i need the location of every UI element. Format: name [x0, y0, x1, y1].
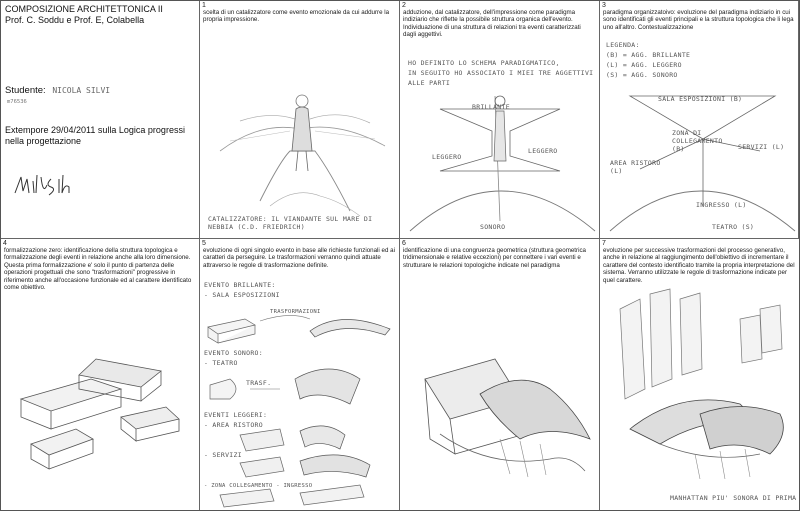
student-line — [5, 85, 110, 96]
manhattan-sketch — [600, 239, 799, 510]
label-leggero-right: LEGGERO — [528, 147, 558, 155]
geometry-sketch — [400, 239, 600, 510]
panel-1 — [200, 1, 400, 239]
panel-number: 6 — [402, 240, 406, 247]
legend-title: LEGENDA: — [606, 41, 640, 49]
panel-text: evoluzione per successive trasformazioni del processo generativo, anche in relazione al raggiungimento dell'obiettivo di incrementare il carattere del contesto identificato tramite la propria interpretazione del sistema. Verranno utilizzate le regole di trasformazione indicate per quel carattere. — [603, 247, 795, 284]
student-name: NICOLA SILVI — [52, 86, 111, 95]
header-cell — [1, 1, 200, 239]
legend-l: (L) = AGG. LEGGERO — [606, 61, 682, 69]
label-servizi: SERVIZI (L) — [738, 143, 785, 151]
event-leggeri: EVENTI LEGGERI: — [204, 411, 268, 419]
sketch-caption: MANHATTAN PIU' SONORA DI PRIMA — [670, 494, 797, 502]
event-collegamento: - ZONA COLLEGAMENTO - INGRESSO — [204, 483, 313, 489]
wanderer-sketch — [200, 1, 400, 239]
extempore-title: Extempore 29/04/2011 sulla Logica progressi nella progettazione — [5, 125, 185, 146]
legend-b: (B) = AGG. BRILLANTE — [606, 51, 691, 59]
sketch-note: ALLE PARTI — [408, 79, 451, 87]
event-sonoro: EVENTO SONORO: — [204, 349, 263, 357]
label-brillante: BRILLANTE — [472, 103, 510, 111]
panel-number: 3 — [602, 2, 606, 9]
student-label: Studente: — [5, 85, 46, 96]
panel-number: 5 — [202, 240, 206, 247]
course-title: COMPOSIZIONE ARCHITETTONICA II — [5, 4, 163, 14]
trasformazioni-label: TRASFORMAZIONI — [270, 309, 321, 315]
sketch-note: HO DEFINITO LO SCHEMA PARADIGMATICO, — [408, 59, 560, 67]
label-zona: ZONA DI COLLEGAMENTO (B) — [672, 129, 723, 153]
panel-number: 7 — [602, 240, 606, 247]
label-teatro: TEATRO (S) — [712, 223, 755, 231]
event-teatro: - TEATRO — [204, 359, 238, 367]
transformation-sketches — [200, 239, 400, 510]
panel-text: adduzione, dal catalizzatore, dell'impressione come paradigma indiziario che riflette la possibile struttura organica dell'evento. Individuazione di una struttura di relazioni tra eventi caratterizzati dagli aggettivi. — [403, 9, 581, 39]
label-ingresso: INGRESSO (L) — [696, 201, 747, 209]
panel-text: evoluzione di ogni singolo evento in base alle richieste funzionali ed ai caratteri da perseguire. Le trasformazioni verranno quindi attuate attraverso le regole di trasformazione definite. — [203, 247, 395, 269]
matricola: m76536 — [7, 99, 27, 105]
sketch-caption: CATALIZZATORE: IL VIANDANTE SUL MARE DI NEBBIA (C.D. FRIEDRICH) — [208, 215, 373, 231]
panel-text: identificazione di una congruenza geometrica (struttura geometrica tridimensionale e relative eccezioni) per connettere i vari eventi e strutturare le relazioni topologiche indicate nel paradigma — [403, 247, 586, 269]
panel-6 — [400, 239, 600, 510]
panel-text: formalizzazione zero: identificazione della struttura topologica e formalizzazione degli eventi in relazione anche alla loro dimensione. Questa prima formalizzazione e' solo il punto di partenza delle operazioni progettuali che sono "trasformazioni" progressive in riferimento anche all'occasione funzionale ed al carattere identificato come obiettivo. — [4, 247, 192, 292]
label-sala: SALA ESPOSIZIONI (B) — [658, 95, 743, 103]
sketch-note: IN SEGUITO HO ASSOCIATO I MIEI TRE AGGETTIVI — [408, 69, 594, 77]
paradigm-sketch — [400, 1, 600, 239]
panel-2 — [400, 1, 600, 239]
label-leggero-left: LEGGERO — [432, 153, 462, 161]
panel-number: 1 — [202, 2, 206, 9]
label-sonoro: SONORO — [480, 223, 506, 231]
panel-text: paradigma organizzatoivo: evoluzione del paradigma indiziario in cui sono identificati gli eventi principali e la struttura topologica che li lega uno all'altro. Contestualizzazione — [603, 9, 794, 31]
panel-5 — [200, 239, 400, 510]
panel-number: 4 — [3, 240, 7, 247]
signature — [13, 171, 93, 201]
label-area: AREA RISTORO (L) — [610, 159, 661, 175]
event-servizi: - SERVIZI — [204, 451, 242, 459]
formalization-sketch — [1, 239, 200, 510]
event-brillante: EVENTO BRILLANTE: — [204, 281, 276, 289]
professors: Prof. C. Soddu e Prof. E, Colabella — [5, 15, 145, 25]
title-block — [5, 4, 163, 26]
trasf-label: TRASF. — [246, 379, 272, 387]
legend-s: (S) = AGG. SONORO — [606, 71, 678, 79]
panel-text: scelta di un catalizzatore come evento emozionale da cui addurre la propria impressione. — [203, 9, 390, 24]
panel-number: 2 — [402, 2, 406, 9]
event-area: - AREA RISTORO — [204, 421, 263, 429]
event-sala: - SALA ESPOSIZIONI — [204, 291, 280, 299]
panel-4 — [1, 239, 200, 510]
panel-3 — [600, 1, 799, 239]
panel-7 — [600, 239, 799, 510]
